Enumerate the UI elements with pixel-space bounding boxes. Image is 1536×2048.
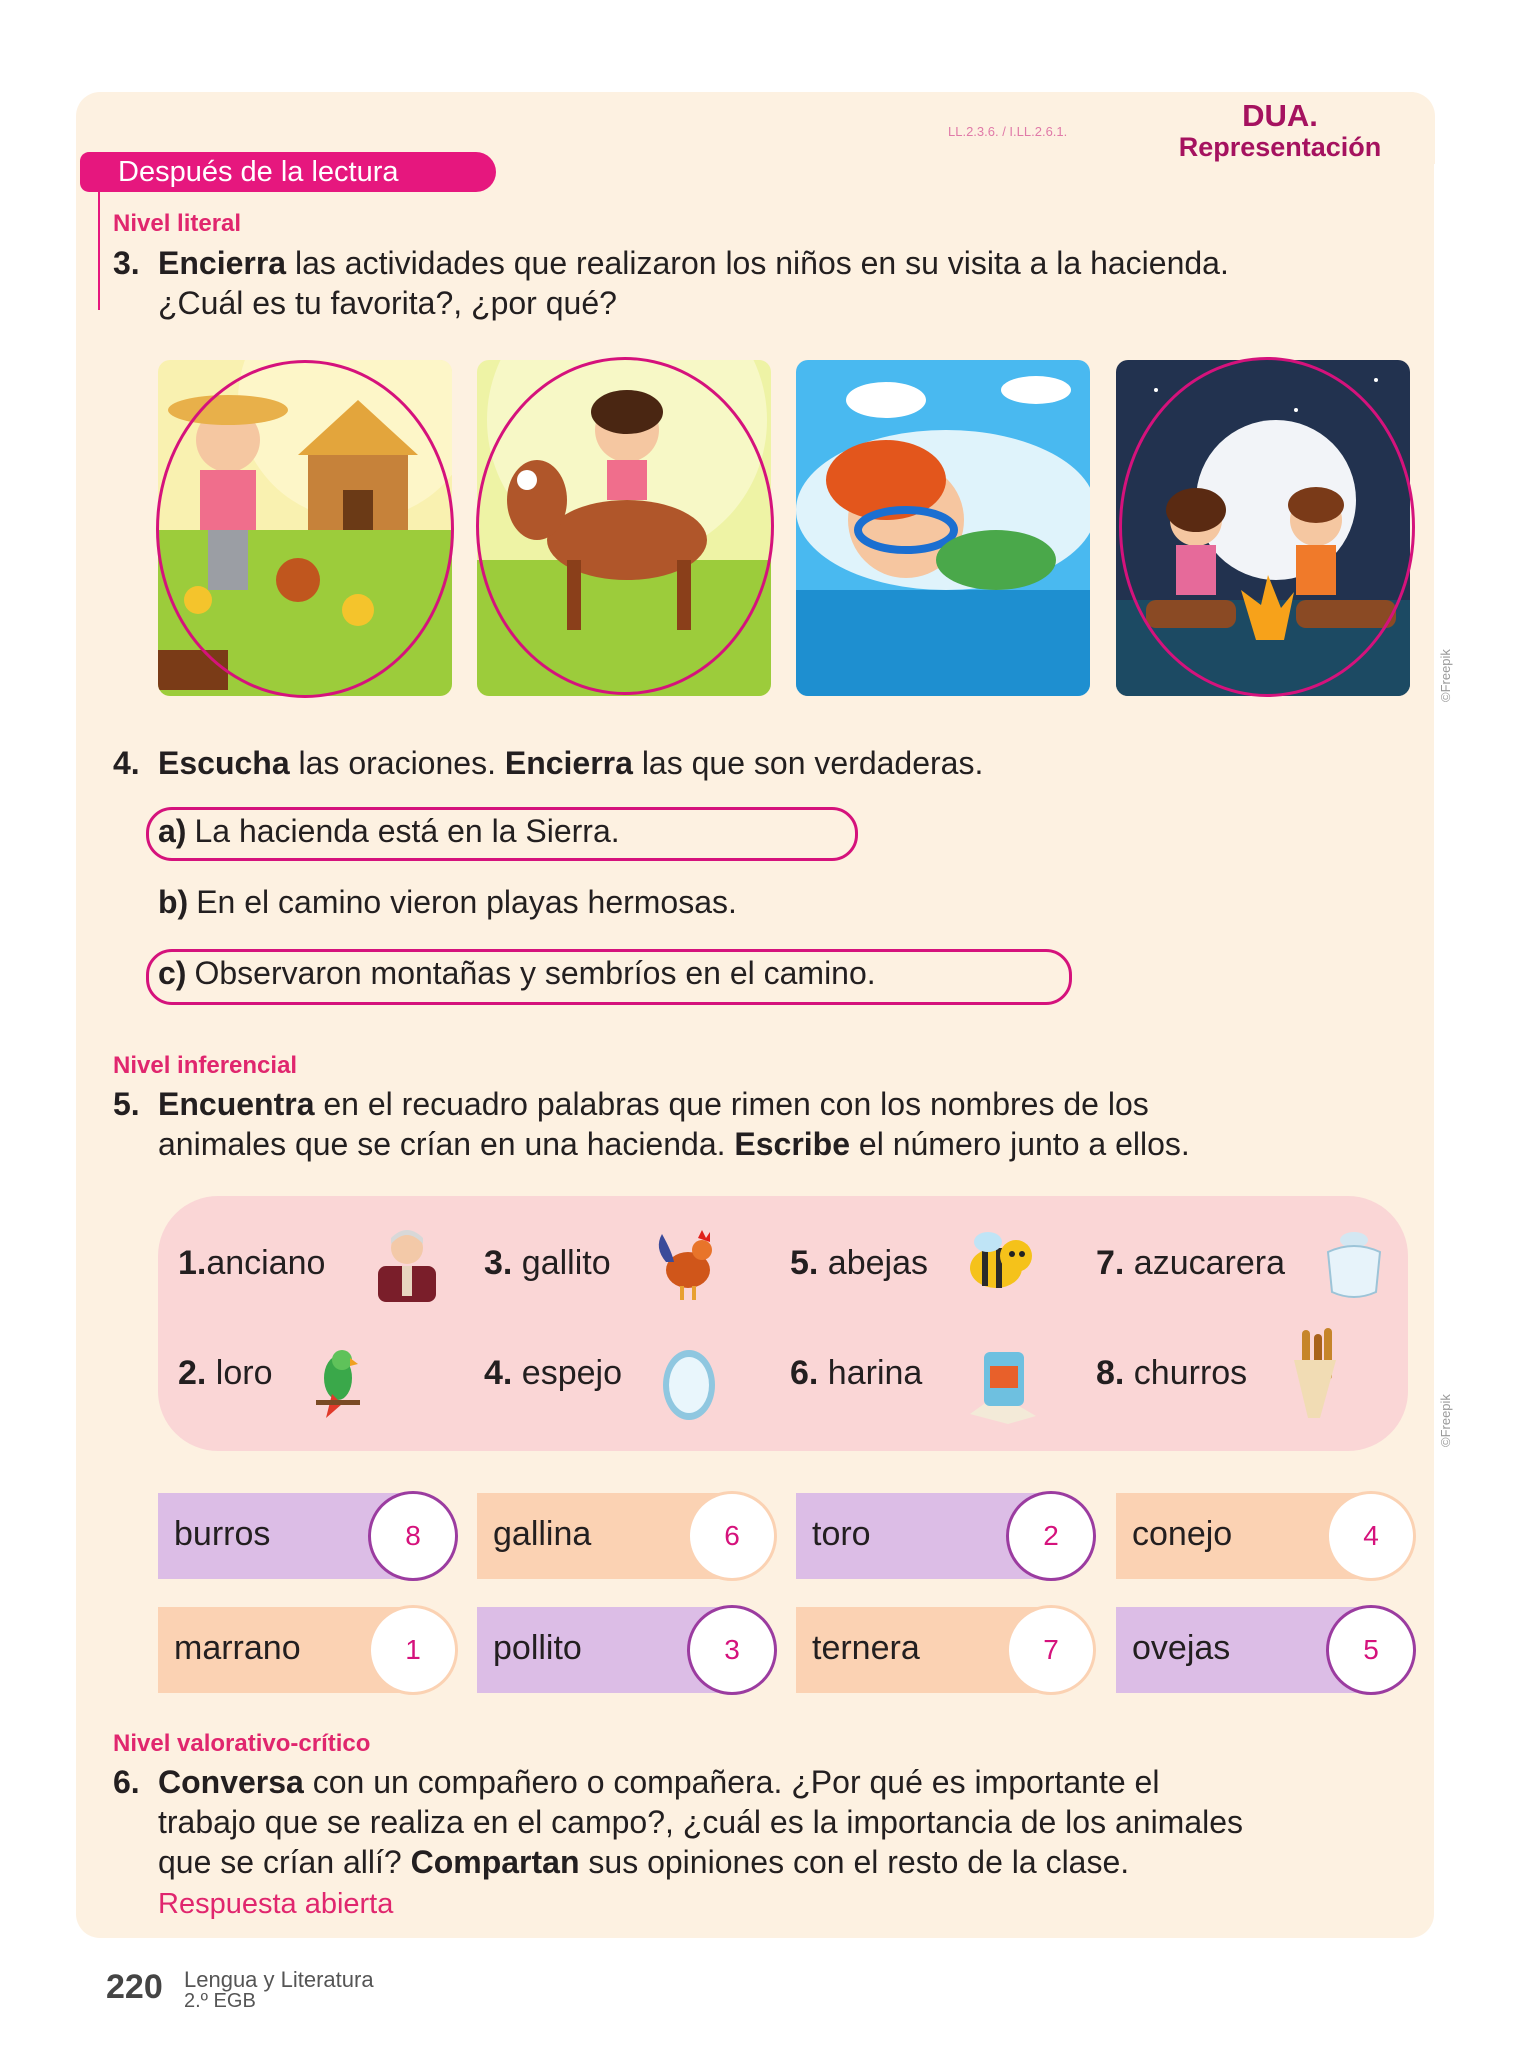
- word-2-text: loro: [206, 1354, 273, 1392]
- word-8-text: churros: [1124, 1354, 1248, 1392]
- question-5: [113, 1084, 1415, 1164]
- answer-circle-image-2: [476, 357, 774, 695]
- q4-verb1: Escucha: [158, 745, 290, 781]
- word-4-text: espejo: [512, 1354, 622, 1392]
- q5-text2b: el número junto a ellos.: [850, 1126, 1190, 1162]
- word-4: [484, 1354, 622, 1393]
- q4-number: 4.: [113, 745, 140, 781]
- answer-box-pollito-value[interactable]: 3: [687, 1605, 777, 1695]
- option-c-text: Observaron montañas y sembríos en el camino.: [194, 955, 876, 991]
- page-number: 220: [106, 1968, 163, 2006]
- word-5-text: abejas: [818, 1244, 928, 1282]
- rooster-icon: [652, 1228, 724, 1306]
- word-8-number: 8.: [1096, 1354, 1125, 1392]
- q5-verb2: Escribe: [734, 1126, 851, 1162]
- dua-title: DUA.: [1242, 98, 1318, 133]
- q3-verb: Encierra: [158, 245, 287, 281]
- image-credit-1: ©Freepik: [1438, 649, 1453, 702]
- q6-text3b: sus opiniones con el resto de la clase.: [579, 1844, 1130, 1880]
- option-b: [158, 884, 737, 921]
- word-7: [1096, 1244, 1285, 1283]
- q3-text2: ¿Cuál es tu favorita?, ¿por qué?: [158, 285, 617, 321]
- word-1-number: 1.: [178, 1244, 207, 1282]
- option-a-letter: a): [158, 813, 187, 849]
- word-3: [484, 1244, 611, 1283]
- q6-verb2: Compartan: [410, 1844, 580, 1880]
- q4-text2: las que son verdaderas.: [632, 745, 984, 781]
- sugar-bowl-icon: [1322, 1226, 1386, 1306]
- word-5: [790, 1244, 928, 1283]
- answer-box-toro-label: toro: [812, 1515, 871, 1553]
- open-answer: Respuesta abierta: [158, 1888, 394, 1920]
- answer-box-ternera-value[interactable]: 7: [1006, 1605, 1096, 1695]
- option-b-letter: b): [158, 884, 189, 920]
- parrot-icon: [312, 1344, 364, 1424]
- mirror-icon: [660, 1347, 718, 1427]
- q6-number: 6.: [113, 1764, 140, 1800]
- answer-box-conejo-label: conejo: [1132, 1515, 1233, 1553]
- option-c-letter: c): [158, 955, 187, 991]
- level-literal: Nivel literal: [113, 210, 242, 237]
- option-b-text: En el camino vieron playas hermosas.: [196, 884, 737, 920]
- word-2: [178, 1354, 273, 1393]
- answer-box-ovejas-label: ovejas: [1132, 1629, 1231, 1667]
- question-3: [113, 243, 1415, 323]
- q6-text1: con un compañero o compañera. ¿Por qué es importante el: [303, 1764, 1160, 1800]
- q6-text3a: que se crían allí?: [158, 1844, 411, 1880]
- answer-box-burros-label: burros: [174, 1515, 271, 1553]
- answer-box-conejo[interactable]: [1116, 1493, 1416, 1579]
- word-2-number: 2.: [178, 1354, 207, 1392]
- word-1-text: anciano: [206, 1244, 326, 1282]
- word-6: [790, 1354, 922, 1393]
- word-7-number: 7.: [1096, 1244, 1125, 1282]
- word-7-text: azucarera: [1124, 1244, 1285, 1282]
- word-8: [1096, 1354, 1247, 1393]
- option-c: [158, 955, 876, 992]
- section-title: Después de la lectura: [80, 152, 496, 192]
- answer-box-burros-value[interactable]: 8: [368, 1491, 458, 1581]
- answer-box-toro[interactable]: [796, 1493, 1096, 1579]
- q5-text2a: animales que se crían en una hacienda.: [158, 1126, 735, 1162]
- churros-icon: [1290, 1326, 1340, 1424]
- q6-text2: trabajo que se realiza en el campo?, ¿cuál es la importancia de los animales: [158, 1804, 1244, 1840]
- question-6: [113, 1762, 1415, 1882]
- word-4-number: 4.: [484, 1354, 513, 1392]
- word-3-text: gallito: [512, 1244, 611, 1282]
- q4-verb2: Encierra: [504, 745, 633, 781]
- old-man-icon: [372, 1226, 442, 1306]
- answer-box-marrano-label: marrano: [174, 1629, 301, 1667]
- q3-text1: las actividades que realizaron los niños en su visita a la hacienda.: [286, 245, 1229, 281]
- answer-box-ternera-label: ternera: [812, 1629, 920, 1667]
- level-inferencial: Nivel inferencial: [113, 1052, 298, 1079]
- answer-circle-image-4: [1119, 357, 1415, 697]
- image-credit-2: ©Freepik: [1438, 1394, 1453, 1447]
- q4-text1: las oraciones.: [289, 745, 505, 781]
- answer-box-conejo-value[interactable]: 4: [1326, 1491, 1416, 1581]
- footer-subject: Lengua y Literatura: [184, 1967, 374, 1992]
- curriculum-codes: LL.2.3.6. / I.LL.2.6.1.: [948, 124, 1068, 139]
- boy-swimming-image: [796, 360, 1090, 696]
- q5-verb1: Encuentra: [158, 1086, 315, 1122]
- q5-number: 5.: [113, 1086, 140, 1122]
- answer-circle-image-1: [156, 360, 454, 698]
- answer-box-burros[interactable]: [158, 1493, 458, 1579]
- bee-icon: [960, 1226, 1040, 1300]
- level-valorativo: Nivel valorativo-crítico: [113, 1730, 371, 1757]
- word-6-number: 6.: [790, 1354, 819, 1392]
- answer-box-pollito-label: pollito: [493, 1629, 582, 1667]
- section-line: [98, 190, 100, 310]
- answer-box-ovejas-value[interactable]: 5: [1326, 1605, 1416, 1695]
- answer-box-marrano-value[interactable]: 1: [368, 1605, 458, 1695]
- q5-text1: en el recuadro palabras que rimen con los nombres de los: [314, 1086, 1149, 1122]
- answer-box-gallina[interactable]: [477, 1493, 777, 1579]
- answer-box-toro-value[interactable]: 2: [1006, 1491, 1096, 1581]
- flour-bag-icon: [968, 1344, 1038, 1428]
- answer-box-marrano[interactable]: [158, 1607, 458, 1693]
- q6-verb1: Conversa: [158, 1764, 304, 1800]
- dua-subtitle: Representación: [1178, 132, 1382, 162]
- option-a: [158, 813, 620, 850]
- footer-grade: 2.º EGB: [184, 1990, 256, 2012]
- answer-box-ovejas[interactable]: [1116, 1607, 1416, 1693]
- q3-number: 3.: [113, 245, 140, 281]
- answer-box-pollito[interactable]: [477, 1607, 777, 1693]
- word-1: [178, 1244, 325, 1283]
- answer-box-gallina-value[interactable]: 6: [687, 1491, 777, 1581]
- word-5-number: 5.: [790, 1244, 819, 1282]
- word-6-text: harina: [818, 1354, 923, 1392]
- question-4: [113, 743, 1415, 783]
- answer-box-gallina-label: gallina: [493, 1515, 592, 1553]
- answer-box-ternera[interactable]: [796, 1607, 1096, 1693]
- option-a-text: La hacienda está en la Sierra.: [194, 813, 620, 849]
- word-3-number: 3.: [484, 1244, 513, 1282]
